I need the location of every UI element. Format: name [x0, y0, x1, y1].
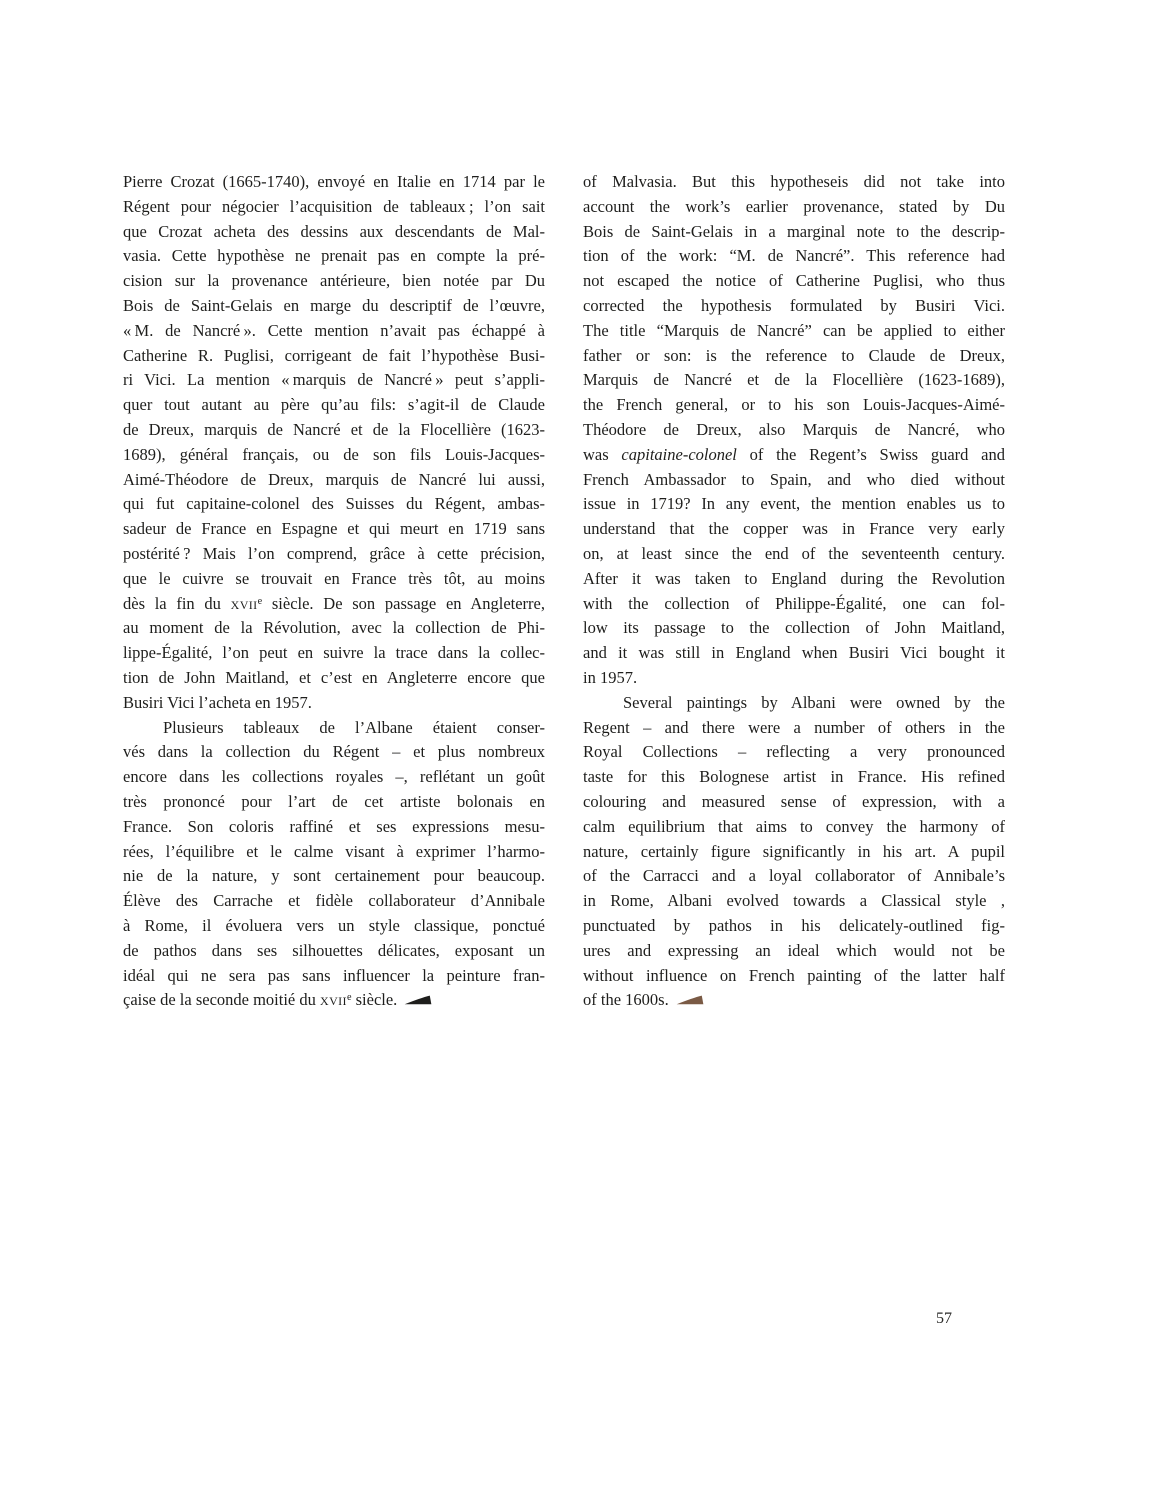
text-line: « M. de Nancré ». Cette mention n’avait pas échappé à: [123, 320, 545, 340]
text-line: and it was still in England when Busiri Vici bought it: [583, 643, 1005, 663]
text-line: vasia. Cette hypothèse ne prenait pas en compte la pré-: [123, 246, 545, 266]
article-end-ornament-icon: [404, 988, 432, 1013]
text-line: de pathos dans ses silhouettes délicates, exposant un: [123, 940, 545, 960]
text-line: father or son: is the reference to Claude de Dreux,: [583, 345, 1005, 365]
text-line: encore dans les collections royales –, reflétant un goût: [123, 767, 545, 787]
text-line: Royal Collections – reflecting a very pronounced: [583, 742, 1005, 762]
text-line: on, at least since the end of the seventeenth century.: [583, 543, 1005, 563]
text-line: postérité ? Mais l’on comprend, grâce à cette précision,: [123, 543, 545, 563]
text-line: France. Son coloris raffiné et ses expressions mesu-: [123, 816, 545, 836]
text-line: très prononcé pour l’art de cet artiste bolonais en: [123, 791, 545, 811]
text-line: Bois de Saint-Gelais in a marginal note to the descrip-: [583, 221, 1005, 241]
text-line: After it was taken to England during the Revolution: [583, 568, 1005, 588]
text-line: ures and expressing an ideal which would not be: [583, 940, 1005, 960]
article-end-ornament-icon: [676, 988, 704, 1013]
text-line: à Rome, il évoluera vers un style classique, ponctué: [123, 915, 545, 935]
column-french: [123, 170, 545, 1013]
text-line: Élève des Carrache et fidèle collaborateur d’Annibale: [123, 891, 545, 911]
text-line: que le cuivre se trouvait en France très tôt, au moins: [123, 568, 545, 588]
text-line: Aimé-Théodore de Dreux, marquis de Nancré lui aussi,: [123, 469, 545, 489]
text-line: idéal qui ne sera pas sans influencer la peinture fran-: [123, 965, 545, 985]
text-line: nature, certainly figure significantly in his art. A pupil: [583, 841, 1005, 861]
text-line: cision sur la provenance antérieure, bien notée par Du: [123, 271, 545, 291]
text-line: Several paintings by Albani were owned by the: [623, 692, 1005, 712]
text-line: understand that the copper was in France very early: [583, 519, 1005, 539]
paragraph: [123, 716, 545, 1014]
text-line: çaise de la seconde moitié du xvii$^e$ siècle.: [123, 988, 545, 1013]
two-column-text-block: [123, 170, 1005, 1013]
text-line: The title “Marquis de Nancré” can be applied to either: [583, 320, 1005, 340]
text-line: sadeur de France en Espagne et qui meurt en 1719 sans: [123, 519, 545, 539]
text-run: xvii: [320, 990, 347, 1010]
text-line: corrected the hypothesis formulated by Busiri Vici.: [583, 295, 1005, 315]
text-line: account the work’s earlier provenance, stated by Du: [583, 196, 1005, 216]
text-line: in 1957.: [583, 667, 638, 687]
text-line: dès la fin du xvii$^e$ siècle. De son passage en Angleterre,: [123, 593, 545, 613]
text-line: low its passage to the collection of John Maitland,: [583, 618, 1005, 638]
text-line: of Malvasia. But this hypotheseis did not take into: [583, 172, 1005, 191]
text-line: nie de la nature, y sont certainement pour beaucoup.: [123, 866, 545, 886]
column-english: [583, 170, 1005, 1013]
text-run: capitaine-colonel: [621, 444, 737, 464]
text-line: not escaped the notice of Catherine Puglisi, who thus: [583, 271, 1005, 291]
text-line: quer tout autant au père qu’au fils: s’agit-il de Claude: [123, 395, 545, 415]
text-line: 1689), général français, ou de son fils Louis-Jacques-: [123, 444, 545, 464]
text-line: Pierre Crozat (1665-1740), envoyé en Italie en 1714 par le: [123, 172, 545, 191]
text-line: Bois de Saint-Gelais en marge du descriptif de l’œuvre,: [123, 295, 545, 315]
page-number: 57: [936, 1310, 952, 1327]
text-line: the French general, or to his son Louis-Jacques-Aimé-: [583, 395, 1005, 415]
text-line: of the Carracci and a loyal collaborator of Annibale’s: [583, 866, 1005, 886]
paragraph: [583, 170, 1005, 691]
paragraph: [583, 691, 1005, 1013]
text-line: Régent pour négocier l’acquisition de tableaux ; l’on sait: [123, 196, 545, 216]
text-line: Busiri Vici l’acheta en 1957.: [123, 692, 312, 712]
text-line: taste for this Bolognese artist in France. His refined: [583, 767, 1005, 787]
text-line: Marquis de Nancré et de la Flocellière (1623-1689),: [583, 370, 1005, 390]
text-line: was capitaine-colonel of the Regent’s Swiss guard and: [583, 444, 1005, 464]
text-run: e: [346, 992, 352, 1004]
text-line: au moment de la Révolution, avec la collection de Phi-: [123, 618, 545, 638]
text-line: calm equilibrium that aims to convey the harmony of: [583, 816, 1005, 836]
text-line: issue in 1719? In any event, the mention enables us to: [583, 494, 1005, 514]
text-line: without influence on French painting of the latter half: [583, 965, 1005, 985]
text-line: Plusieurs tableaux de l’Albane étaient conser-: [163, 717, 545, 737]
text-line: in Rome, Albani evolved towards a Classical style ,: [583, 891, 1005, 911]
text-line: French Ambassador to Spain, and who died without: [583, 469, 1005, 489]
text-line: of the 1600s.: [583, 988, 1005, 1013]
text-line: Regent – and there were a number of others in the: [583, 717, 1005, 737]
text-line: tion of the work: “M. de Nancré”. This reference had: [583, 246, 1005, 266]
text-line: Théodore de Dreux, also Marquis de Nancré, who: [583, 419, 1005, 439]
paragraph: [123, 170, 545, 716]
text-line: with the collection of Philippe-Égalité, one can fol-: [583, 593, 1005, 613]
text-line: tion de John Maitland, et c’est en Angleterre encore que: [123, 667, 545, 687]
text-line: vés dans la collection du Régent – et plus nombreux: [123, 742, 545, 762]
text-line: ri Vici. La mention « marquis de Nancré » peut s’appli-: [123, 370, 545, 390]
text-line: colouring and measured sense of expression, with a: [583, 791, 1005, 811]
text-line: de Dreux, marquis de Nancré et de la Flocellière (1623-: [123, 419, 545, 439]
text-line: rées, l’équilibre et le calme visant à exprimer l’harmo-: [123, 841, 545, 861]
text-line: punctuated by pathos in his delicately-outlined fig-: [583, 915, 1005, 935]
text-line: qui fut capitaine-colonel des Suisses du Régent, ambas-: [123, 494, 545, 514]
text-line: Catherine R. Puglisi, corrigeant de fait l’hypothèse Busi-: [123, 345, 545, 365]
text-run: xvii: [230, 593, 258, 613]
text-run: e: [257, 595, 263, 607]
text-line: que Crozat acheta des dessins aux descendants de Mal-: [123, 221, 545, 241]
text-line: lippe-Égalité, l’on peut en suivre la trace dans la collec-: [123, 643, 545, 663]
